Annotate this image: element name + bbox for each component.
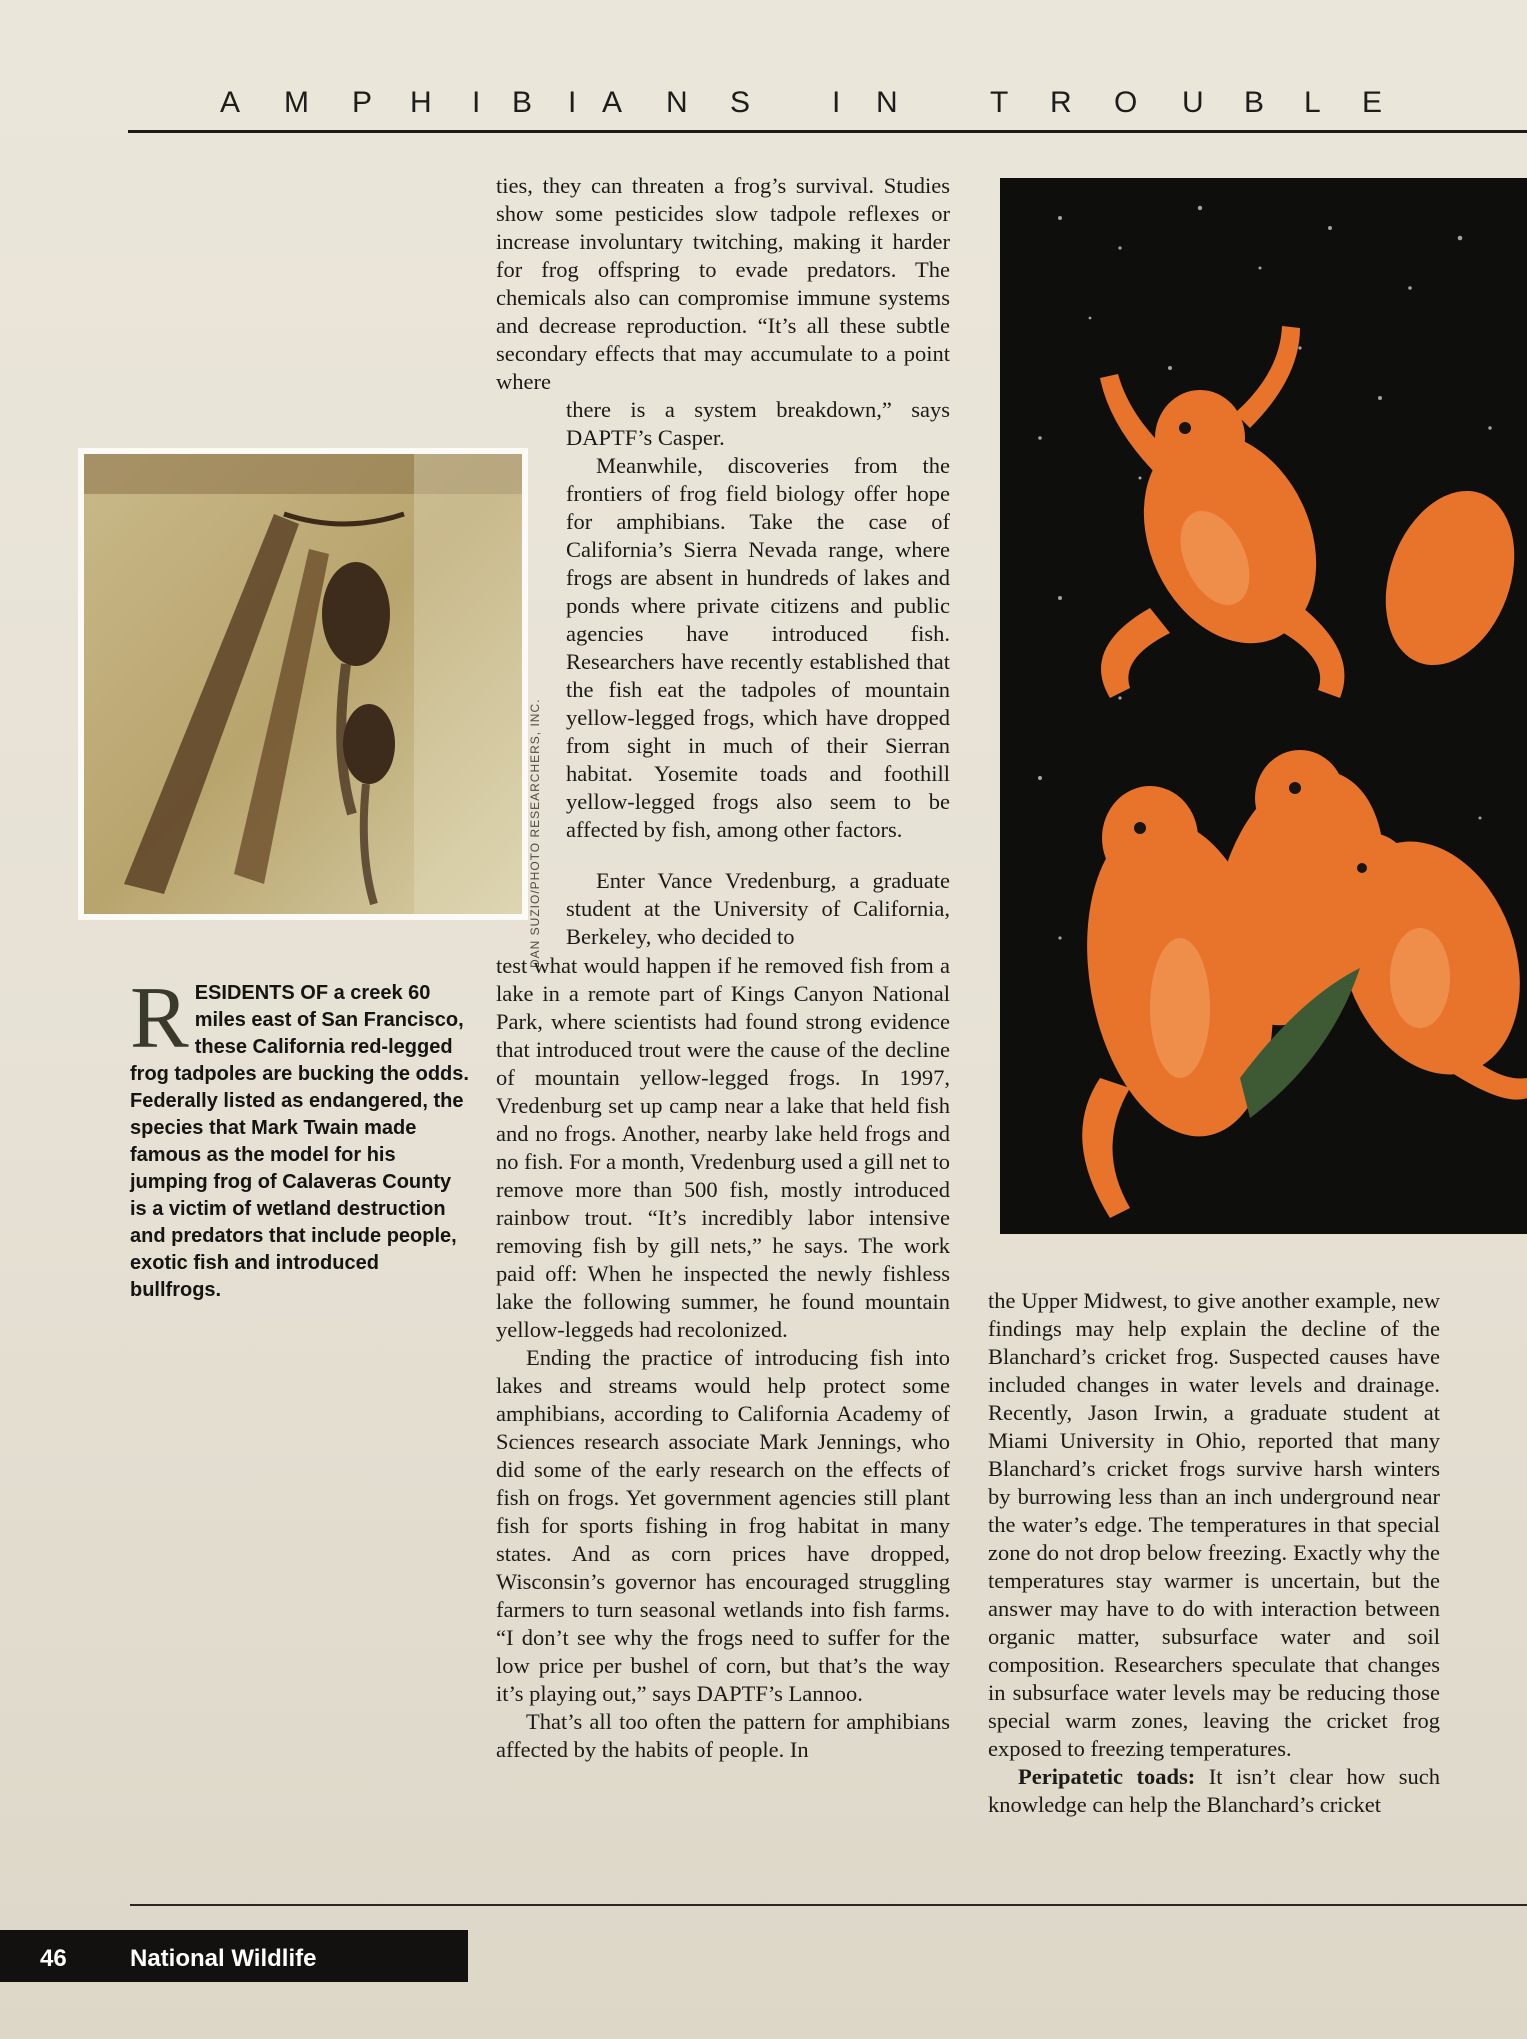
article-column-middle-top xyxy=(496,172,950,396)
header-letter: A xyxy=(602,86,624,119)
article-column-middle-inset xyxy=(566,396,950,844)
header-letter: I xyxy=(568,86,578,119)
subhead: Peripatetic toads: xyxy=(1018,1764,1196,1789)
header-rule xyxy=(128,130,1527,133)
article-paragraph: there is a system breakdown,” says DAPTF’s Casper. xyxy=(566,397,950,450)
article-column-middle xyxy=(496,952,950,1764)
header-letter: R xyxy=(1050,86,1073,119)
header-letter: B xyxy=(1244,86,1266,119)
photo-credit: DAN SUZIO/PHOTO RESEARCHERS, INC. xyxy=(528,698,542,968)
tadpole-photo xyxy=(78,448,528,920)
article-paragraph: test what would happen if he removed fish from a lake in a remote part of Kings Canyon National Park, where scientists had found strong evidence that introduced trout were the cause of the decline of mountain yellow-legged frogs. In 1997, Vredenburg set up camp near a lake that held fish and no frogs. Another, nearby lake held frogs and no fish. For a month, Vredenburg used a gill net to remove more than 500 fish, mostly introduced rainbow trout. “It’s incredibly labor intensive removing fish by gill nets,” he says. The work paid off: When he inspected the newly fishless lake the following summer, he found mountain yellow-leggeds had recolonized. xyxy=(496,953,951,1342)
article-paragraph: Meanwhile, discoveries from the frontiers of frog field biology offer hope for amphibians. Take the case of California’s Sierra Nevada range, where frogs are absent in hundreds of lakes and ponds where private citizens and public agencies have introduced fish. Researchers have recently established that the fish eat the tadpoles of mountain yellow-legged frogs, which have dropped from sight in much of their Sierran habitat. Yosemite toads and foothill yellow-legged frogs also seem to be affected by fish, among other factors. xyxy=(566,453,950,842)
header-letter: A xyxy=(220,86,242,119)
caption-text: ESIDENTS OF a creek 60 miles east of San Francisco, these California red-legged frog tadpoles are bucking the odds. Federally listed as endangered, the species that Mark Twain made famous as the model for his jumping frog of Calaveras County is a victim of wetland destruction and predators that include people, exotic fish and introduced bullfrogs. xyxy=(130,982,469,1301)
header-letter: N xyxy=(666,86,689,119)
header-letter: H xyxy=(410,86,433,119)
frogs-photo xyxy=(1000,178,1527,1234)
page-number: 46 xyxy=(40,1945,67,1972)
subhead-text: It isn’t clear how such knowledge can help the Blanchard’s cricket xyxy=(988,1764,1440,1817)
header-letter: P xyxy=(352,86,374,119)
caption-dropcap: R xyxy=(130,970,189,1067)
header-letter: M xyxy=(284,86,310,119)
header-letter: T xyxy=(990,86,1010,119)
header-letter: B xyxy=(512,86,534,119)
article-paragraph: Ending the practice of introducing fish into lakes and streams would help protect some amphibians, according to California Academy of Sciences research associate Mark Jennings, who did some of the early research on the effects of fish on frogs. Yet government agencies still plant fish for sports fishing in frog habitat in many states. And as corn prices have dropped, Wisconsin’s governor has encouraged struggling farmers to turn seasonal wetlands into fish farms. “I don’t see why the frogs need to suffer for the low price per bushel of corn, but that’s the way it’s playing out,” says DAPTF’s Lannoo. xyxy=(496,1345,950,1706)
header-letter: I xyxy=(472,86,482,119)
header-letter: E xyxy=(1362,86,1384,119)
article-paragraph xyxy=(988,1763,1440,1819)
header-letter: S xyxy=(730,86,752,119)
header-letter: L xyxy=(1304,86,1322,119)
header-letter: N xyxy=(876,86,899,119)
article-paragraph: the Upper Midwest, to give another example, new findings may help explain the decline of the Blanchard’s cricket frog. Suspected causes have included changes in water levels and drainage. Recently, Jason Irwin, a graduate student at Miami University in Ohio, reported that many Blanchard’s cricket frogs survive harsh winters by burrowing less than an inch underground near the water’s edge. The temperatures in that special zone do not drop below freezing. Exactly why the temperatures stay warmer is uncertain, but the answer may have to do with interaction between organic matter, subsurface water and soil composition. Researchers speculate that changes in subsurface water levels may be reducing those special warm zones, leaving the cricket frog exposed to freezing temperatures. xyxy=(988,1288,1440,1761)
header-letter: U xyxy=(1182,86,1205,119)
header-letter: I xyxy=(832,86,842,119)
article-paragraph: Enter Vance Vredenburg, a graduate student at the University of California, Berkeley, who decided to xyxy=(566,868,950,949)
article-column-middle-inset-2 xyxy=(566,867,950,951)
article-column-right xyxy=(988,1287,1440,1819)
article-paragraph: That’s all too often the pattern for amphibians affected by the habits of people. In xyxy=(496,1709,950,1762)
photo-caption xyxy=(130,970,470,1304)
article-paragraph: ties, they can threaten a frog’s survival. Studies show some pesticides slow tadpole reflexes or increase involuntary twitching, making it harder for frog offspring to evade predators. The chemicals also can compromise immune systems and decrease reproduction. “It’s all these subtle secondary effects that may accumulate to a point where xyxy=(496,173,950,394)
footer-rule xyxy=(130,1904,1527,1906)
header-letter: O xyxy=(1114,86,1139,119)
magazine-name: National Wildlife xyxy=(130,1945,317,1972)
